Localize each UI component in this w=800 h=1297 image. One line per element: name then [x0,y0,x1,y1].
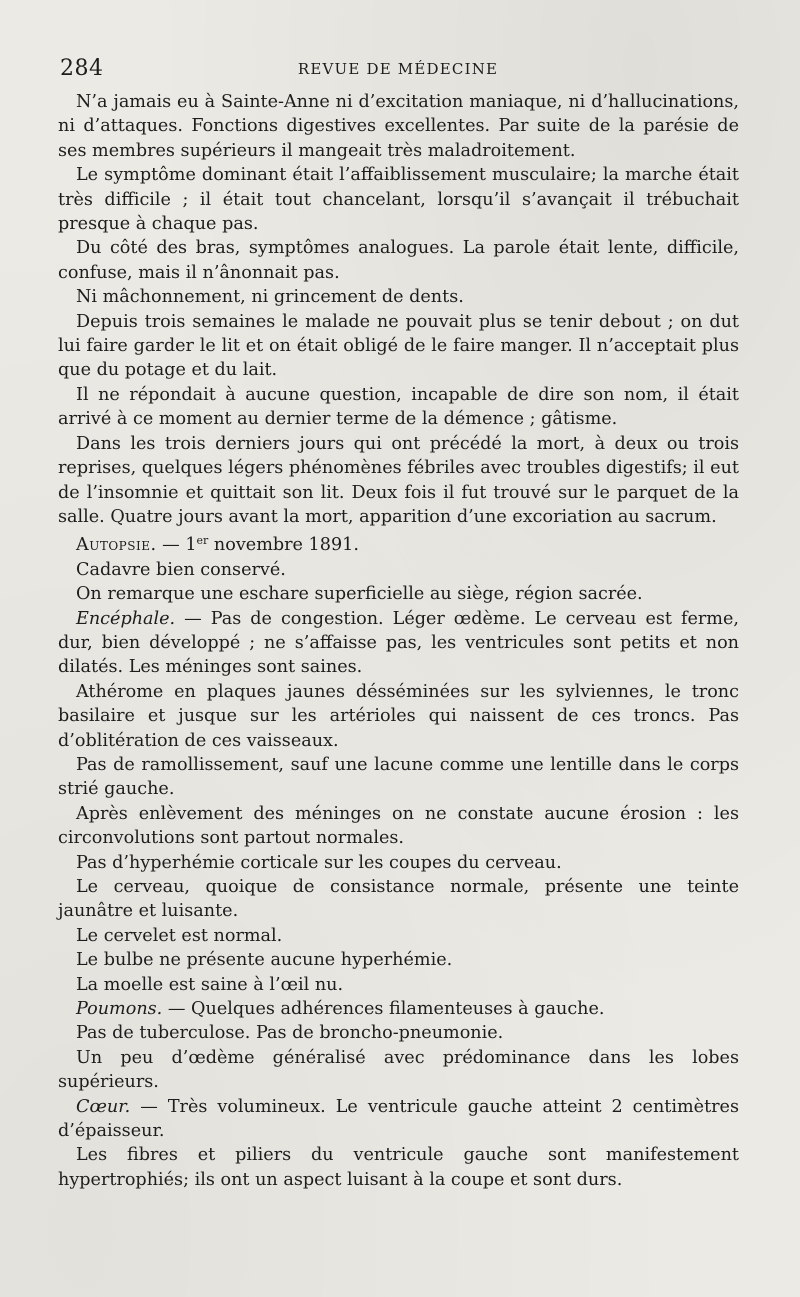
paragraph-text: — 1 [156,535,197,556]
paragraph-text: — Quelques adhérences filamenteuses à gauche. [162,999,605,1020]
section-lead: Poumons. [76,999,163,1020]
paragraph: Pas de ramollissement, sauf une lacune comme une lentille dans le corps strié gauche. [58,754,739,800]
paragraph: La moelle est saine à l’œil nu. [76,974,344,995]
paragraph: Athérome en plaques jaunes désséminées sur les sylviennes, le tronc basilaire et jusque sur les artérioles qui naissent de ces troncs. Pas d’oblitération de ces vaisseaux. [58,681,739,751]
paragraph-autopsie [58,529,739,557]
paragraph-text: novembre 1891. [208,535,359,556]
paragraph: Après enlèvement des méninges on ne constate aucune érosion : les circonvolutions sont partout normales. [58,803,739,849]
paragraph: Ni mâchonnement, ni grincement de dents. [76,287,464,308]
paragraph-text: — Très volumineux. Le ventricule gauche atteint 2 centimètres d’épaisseur. [58,1096,739,1142]
paragraph: Pas d’hyperhémie corticale sur les coupes du cerveau. [76,852,562,873]
paragraph-encephale [58,607,739,680]
section-lead: Encéphale. [76,608,176,629]
paragraph: Le cervelet est normal. [76,925,283,946]
paragraph: Le bulbe ne présente aucune hyperhémie. [76,950,453,971]
paragraph-text: — Pas de congestion. Léger œdème. Le cerveau est ferme, dur, bien développé ; ne s’affaisse pas, les ventricules sont petits et non dilatés. Les méninges sont saines. [58,608,739,678]
paragraph: Dans les trois derniers jours qui ont précédé la mort, à deux ou trois reprises, quelques légers phénomènes fébriles avec troubles digestifs; il eut de l’insomnie et quittait son lit. Deux fois il fut trouvé sur le parquet de la salle. Quatre jours avant la mort, apparition d’une excoriation au sacrum. [58,433,739,527]
paragraph: Le cerveau, quoique de consistance normale, présente une teinte jaunâtre et luisante. [58,877,739,922]
paragraph-coeur [58,1095,739,1144]
page-number: 284 [60,56,104,81]
paragraph: Il ne répondait à aucune question, incapable de dire son nom, il était arrivé à ce moment au dernier terme de la démence ; gâtisme. [58,384,739,430]
paragraph: Un peu d’œdème généralisé avec prédominance dans les lobes supérieurs. [58,1047,739,1093]
body-text [58,90,739,1192]
paragraph-poumons [58,997,739,1021]
page-header [58,56,738,82]
paragraph: Les fibres et piliers du ventricule gauche sont manifestement hypertrophiés; ils ont un aspect luisant à la coupe et sont durs. [58,1145,739,1190]
paragraph: Depuis trois semaines le malade ne pouvait plus se tenir debout ; on dut lui faire garder le lit et on était obligé de le faire manger. Il n’acceptait plus que du potage et du lait. [58,311,739,381]
paragraph: On remarque une eschare superficielle au siège, région sacrée. [76,584,643,605]
paragraph: Pas de tuberculose. Pas de broncho-pneumonie. [76,1023,504,1044]
paragraph: N’a jamais eu à Sainte-Anne ni d’excitation maniaque, ni d’hallucinations, ni d’attaques. Fonctions digestives excellentes. Par suite de la parésie de ses membres supérieurs il mangeait très maladroitement. [58,92,739,161]
paragraph: Le symptôme dominant était l’affaiblissement musculaire; la marche était très difficile ; il était tout chancelant, lorsqu’il s’avançait il trébuchait presque à chaque pas. [58,165,739,235]
running-head: REVUE DE MÉDECINE [297,60,499,78]
paragraph: Du côté des bras, symptômes analogues. La parole était lente, difficile, confuse, mais il n’ânonnait pas. [58,238,739,283]
paragraph: Cadavre bien conservé. [76,559,286,580]
superscript: er [196,534,209,548]
section-lead: Cœur. [76,1096,131,1117]
section-lead: Autopsie. [76,535,157,556]
